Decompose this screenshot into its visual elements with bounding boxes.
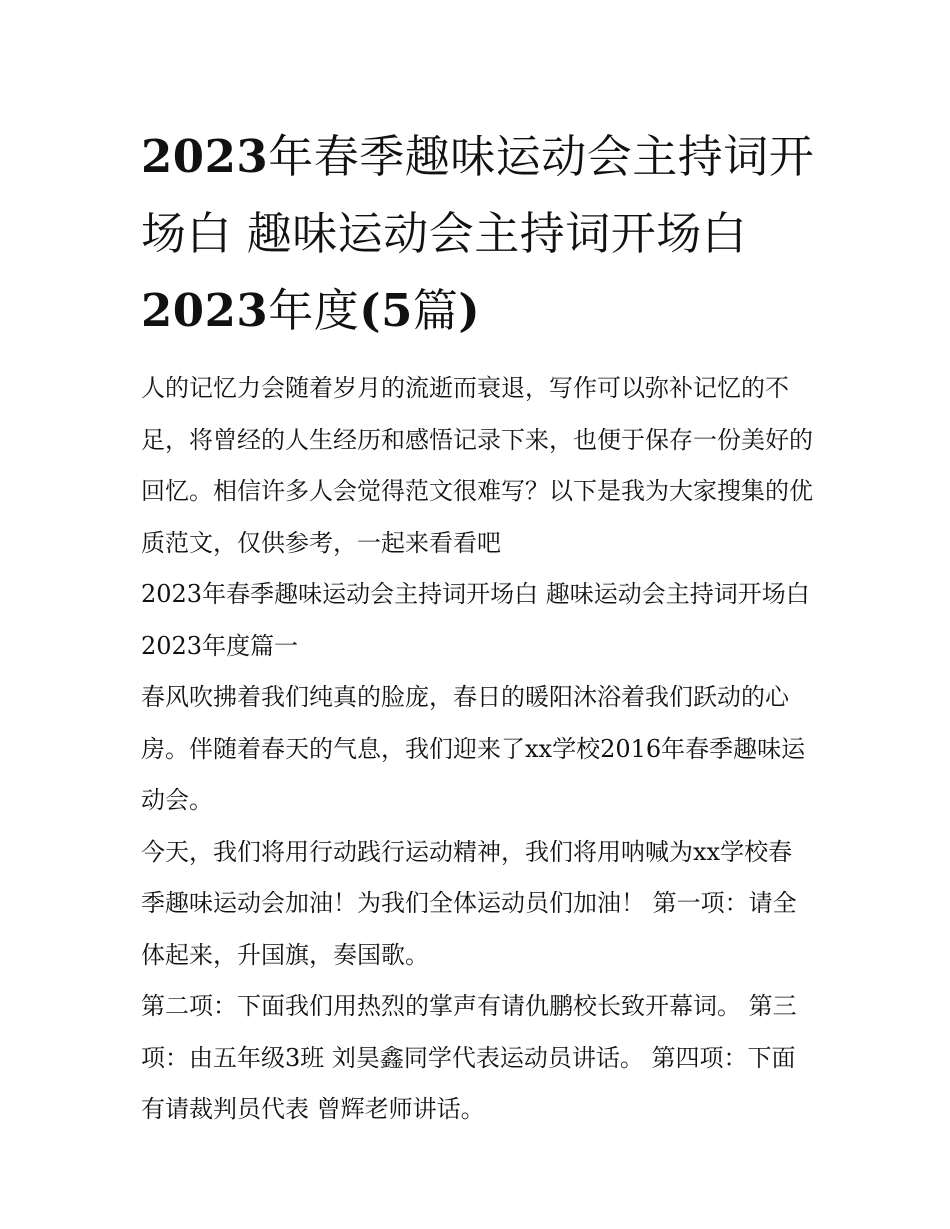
document-page [141, 118, 816, 1136]
body-paragraph: 春风吹拂着我们纯真的脸庞，春日的暖阳沐浴着我们跃动的心房。伴随着春天的气息，我们迎来了xx学校2016年春季趣味运动会。 [141, 683, 806, 814]
body-paragraph: 第二项：下面我们用热烈的掌声有请仇鹏校长致开幕词。 第三项：由五年级3班 刘昊鑫同学代表运动员讲话。 第四项：下面有请裁判员代表 曾辉老师讲话。 [141, 992, 797, 1123]
section-heading: 2023年春季趣味运动会主持词开场白 趣味运动会主持词开场白2023年度篇一 [141, 580, 810, 660]
document-title: 2023年春季趣味运动会主持词开场白 趣味运动会主持词开场白2023年度(5篇) [141, 130, 815, 337]
body-paragraph: 今天，我们将用行动践行运动精神，我们将用呐喊为xx学校春季趣味运动会加油！为我们全体运动员们加油！ 第一项：请全体起来，升国旗，奏国歌。 [141, 837, 797, 969]
intro-paragraph: 人的记忆力会随着岁月的流逝而衰退，写作可以弥补记忆的不足，将曾经的人生经历和感悟记录下来，也便于保存一份美好的回忆。相信许多人会觉得范文很难写？以下是我为大家搜集的优质范文，仅供参考，一起来看看吧 [141, 374, 813, 557]
